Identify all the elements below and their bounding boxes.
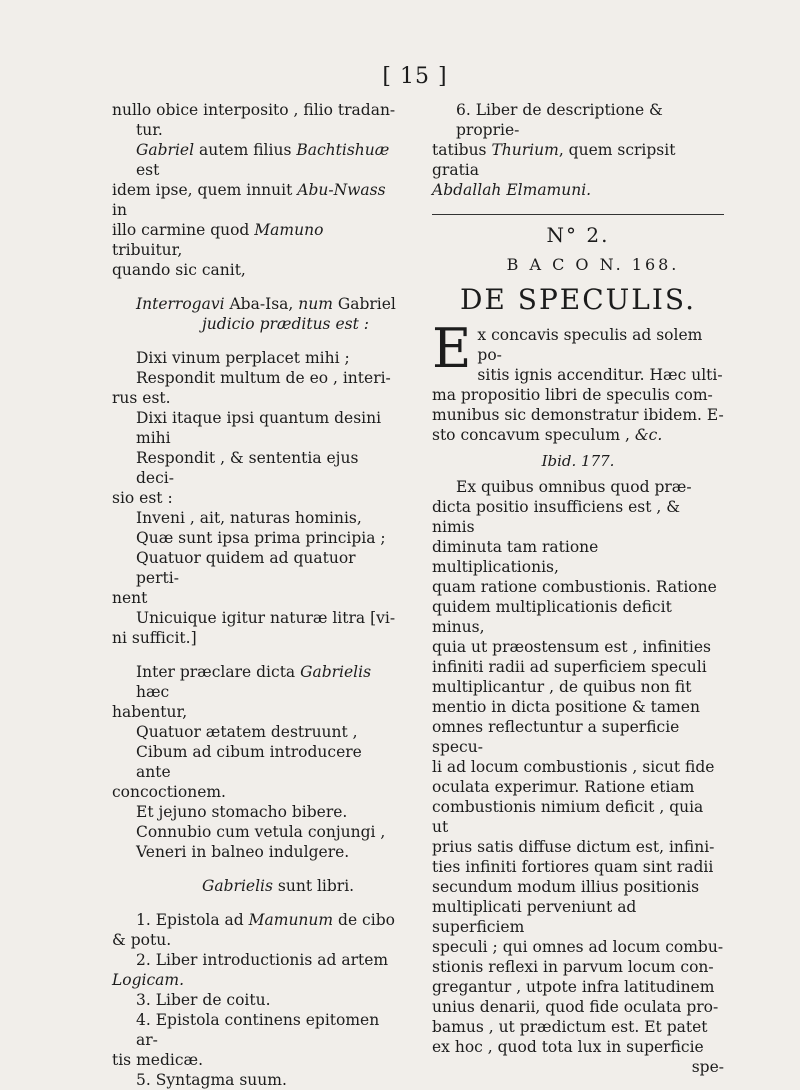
text-line: quam ratione combustionis. Ratione xyxy=(432,578,717,596)
text-line: multiplicantur , de quibus non fit xyxy=(432,678,692,696)
text-line: Cibum ad cibum introducere ante xyxy=(136,743,362,781)
source-reference: B A C O N. 168. xyxy=(506,255,680,274)
list-item: tatibus Thurium, quem scripsit gratia xyxy=(432,141,676,179)
text-line: prius satis diffuse dictum est, infini- xyxy=(432,838,715,856)
divider-rule xyxy=(432,214,724,215)
verse-line: Quæ sunt ipsa prima principia ; xyxy=(136,529,386,547)
list-item: 2. Liber introductionis ad artem xyxy=(136,951,389,969)
verse-line: ni sufficit.] xyxy=(112,629,197,647)
text-line: habentur, xyxy=(112,703,188,721)
list-item: Abdallah Elmamuni. xyxy=(432,181,592,199)
text-line: speculi ; qui omnes ad locum combu- xyxy=(432,938,724,956)
list-item: 4. Epistola continens epitomen ar- xyxy=(136,1011,380,1049)
text-line: nullo obice interposito , filio tradan- xyxy=(112,101,396,119)
text-line: secundum modum illius positionis xyxy=(432,878,700,896)
verse-line: Respondit , & sententia ejus deci- xyxy=(136,449,359,487)
text-line: li ad locum combustionis , sicut fide xyxy=(432,758,715,776)
text-line: sto concavum speculum , &c. xyxy=(432,426,663,444)
drop-cap: E xyxy=(432,317,472,380)
paragraph xyxy=(432,317,724,445)
text-line: quidem multiplicationis deficit minus, xyxy=(432,598,672,636)
ibid-reference: Ibid. 177. xyxy=(541,452,615,470)
section-heading: Gabrielis sunt libri. xyxy=(202,877,355,895)
left-column xyxy=(112,100,397,1090)
list-item: Logicam. xyxy=(112,971,185,989)
list-item: 3. Liber de coitu. xyxy=(136,991,271,1009)
text-line: oculata experimur. Ratione etiam xyxy=(432,778,695,796)
verse-line: sio est : xyxy=(112,489,173,507)
verse-line: rus est. xyxy=(112,389,171,407)
catchword: spe- xyxy=(691,1058,724,1076)
text-line: Gabriel autem filius Bachtishuæ est xyxy=(136,141,390,179)
text-line: stionis reflexi in parvum locum con- xyxy=(432,958,714,976)
text-line: quando sic canit, xyxy=(112,261,246,279)
text-line: combustionis nimium deficit , quia ut xyxy=(432,798,704,836)
text-line: Et jejuno stomacho bibere. xyxy=(136,803,348,821)
list-item: & potu. xyxy=(112,931,172,949)
text-line: ma propositio libri de speculis com- xyxy=(432,386,713,404)
text-line: Ex quibus omnibus quod præ- xyxy=(456,478,692,496)
text-line: ex hoc , quod tota lux in superficie xyxy=(432,1038,704,1056)
text-line: mentio in dicta positione & tamen xyxy=(432,698,700,716)
text-line: unius denarii, quod fide oculata pro- xyxy=(432,998,719,1016)
text-line: illo carmine quod Mamuno tribuitur, xyxy=(112,221,324,259)
text-line: infiniti radii ad superficiem speculi xyxy=(432,658,707,676)
verse-line: Inveni , ait, naturas hominis, xyxy=(136,509,362,527)
list-item: 6. Liber de descriptione & proprie- xyxy=(456,101,663,139)
text-line: ties infiniti fortiores quam sint radii xyxy=(432,858,714,876)
verse-line: judicio præditus est : xyxy=(202,315,369,333)
page-number: [ 15 ] xyxy=(382,64,448,89)
verse-line: Unicuique igitur naturæ litra [vi- xyxy=(136,609,396,627)
list-item: 5. Syntagma suum. xyxy=(136,1071,287,1089)
text-line: idem ipse, quem innuit Abu-Nwass in xyxy=(112,181,386,219)
verse-line: Quatuor quidem ad quatuor perti- xyxy=(136,549,356,587)
text-line: Quatuor ætatem destruunt , xyxy=(136,723,358,741)
item-number-heading: N° 2. xyxy=(546,223,610,247)
text-line: quia ut præostensum est , infinities xyxy=(432,638,711,656)
verse-line: Dixi vinum perplacet mihi ; xyxy=(136,349,350,367)
text-line: tur. xyxy=(136,121,163,139)
verse-line: Respondit multum de eo , interi- xyxy=(136,369,391,387)
text-line: diminuta tam ratione multiplicationis, xyxy=(432,538,599,576)
verse-line: Interrogavi Aba-Isa, num Gabriel xyxy=(136,295,396,313)
text-line: sitis ignis accenditur. Hæc ulti- xyxy=(477,366,723,384)
list-item: tis medicæ. xyxy=(112,1051,203,1069)
text-line: concoctionem. xyxy=(112,783,226,801)
text-line: omnes reflectuntur a superficie specu- xyxy=(432,718,680,756)
text-line: gregantur , utpote infra latitudinem xyxy=(432,978,715,996)
text-line: Connubio cum vetula conjungi , xyxy=(136,823,386,841)
text-line: x concavis speculis ad solem po- xyxy=(477,326,703,364)
section-title: DE SPECULIS. xyxy=(459,283,696,316)
verse-line: Dixi itaque ipsi quantum desini mihi xyxy=(136,409,382,447)
text-line: munibus sic demonstratur ibidem. E- xyxy=(432,406,724,424)
list-item: 1. Epistola ad Mamunum de cibo xyxy=(136,911,395,929)
verse-line: nent xyxy=(112,589,148,607)
text-line: dicta positio insufficiens est , & nimis xyxy=(432,498,681,536)
text-line: Veneri in balneo indulgere. xyxy=(136,843,350,861)
text-line: Inter præclare dicta Gabrielis hæc xyxy=(136,663,372,701)
text-line: multiplicati perveniunt ad superficiem xyxy=(432,898,637,936)
right-column xyxy=(432,100,724,1077)
text-line: bamus , ut prædictum est. Et patet xyxy=(432,1018,708,1036)
